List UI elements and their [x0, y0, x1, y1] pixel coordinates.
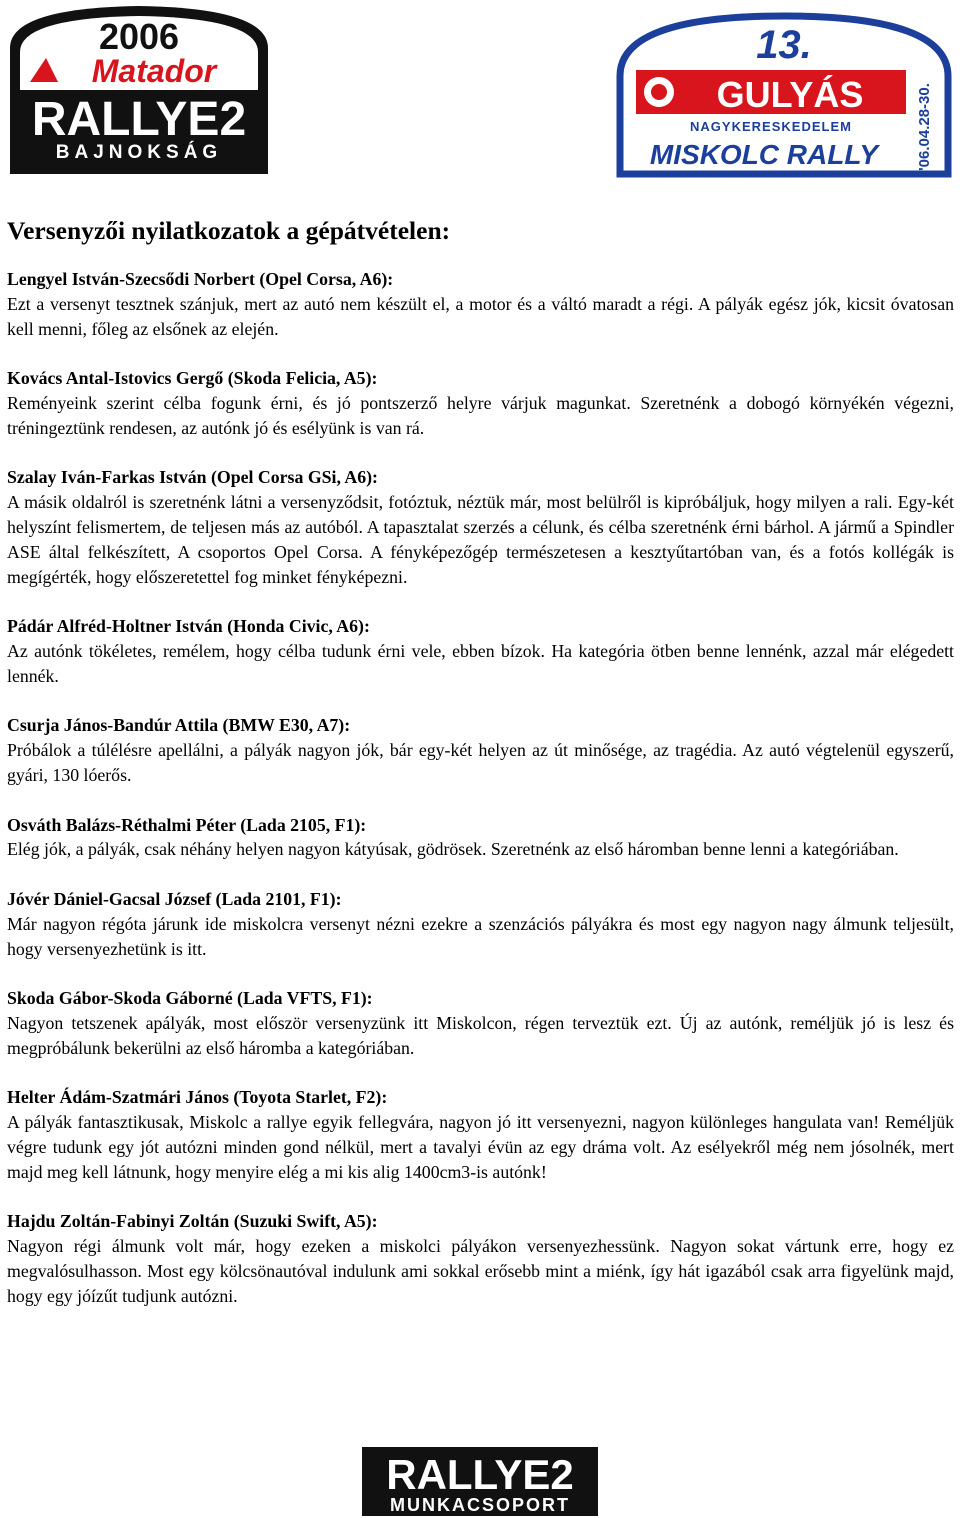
- entry-heading: Jóvér Dániel-Gacsal József (Lada 2101, F1):: [7, 888, 342, 909]
- logo-date: '06.04.28-30.: [916, 83, 933, 171]
- logo-year: 2006: [98, 16, 180, 57]
- gulyas-miskolc-rally-logo: [614, 12, 954, 178]
- entry-text: Reményeink szerint célba fogunk érni, és jó pontszerző helyre várjuk magunkat. Szeretnénk a dobogó környékén végezni, tréningeztünk rendesen, az autónk jó és esélyünk is van rá.: [7, 392, 954, 438]
- entry-heading: Helter Ádám-Szatmári János (Toyota Starlet, F2):: [7, 1087, 388, 1108]
- statement-entry: [7, 366, 954, 440]
- bottom-logo-series: RALLYE2: [386, 1451, 574, 1498]
- statement-entry: [7, 465, 954, 589]
- logo-event: MISKOLC RALLY: [649, 139, 879, 170]
- logo-series: RALLYE2: [31, 93, 247, 146]
- entry-heading: Hajdu Zoltán-Fabinyi Zoltán (Suzuki Swift, A5):: [7, 1211, 378, 1232]
- entry-text: A másik oldalról is szeretnénk látni a versenyződsit, fotóztuk, néztük már, most belülről is kipróbáljuk, hogy milyen a rali. Egy-két helyszínt felismertem, de teljesen más az autóból. A tapasztalat szerzés a célunk, és célba szeretnénk érni bárhol. A jármű a Spindler ASE által felkészített, A csoportos Opel Corsa. A fényképezőgép természetesen a kesztyűtartóban van, és a fotós kollégák is megígérték, hogy előszeretettel fog minket fényképezni.: [7, 492, 954, 587]
- statement-entry: [7, 813, 954, 863]
- statement-entry: [7, 986, 954, 1060]
- entry-text: Elég jók, a pályák, csak néhány helyen nagyon kátyúsak, gödrösek. Szeretnénk az első háromban benne lenni a kategóriában.: [7, 839, 899, 860]
- entry-heading: Kovács Antal-Istovics Gergő (Skoda Felicia, A5):: [7, 368, 378, 389]
- entry-heading: Osváth Balázs-Réthalmi Péter (Lada 2105, F1):: [7, 814, 367, 835]
- entry-text: Nagyon régi álmunk volt már, hogy ezeken a miskolci pályákon versenyezhessünk. Nagyon sokat vártunk erre, hogy ez megvalósulhasson. Most egy kölcsönautóval indulunk ami sokkal erősebb mint a miénk, így hát igazából csak arra figyelünk majd, hogy egy jóízűt tudjunk autózni.: [7, 1236, 954, 1306]
- statements-document: [7, 214, 954, 1333]
- statement-entry: [7, 1209, 954, 1308]
- entry-text: A pályák fantasztikusak, Miskolc a rallye egyik fellegvára, nagyon jó itt versenyezni, nagyon különleges hangulata van! Reméljük végre tudunk egy jót autózni minden gond nélkül, mert a tavalyi évün az egy dráma volt. Az esélyekről még nem jósolnék, mert majd meg kell látnunk, hogy menyire elég a mi kis alig 1400cm3-is autónk!: [7, 1112, 954, 1182]
- document-title: Versenyzői nyilatkozatok a gépátvételen:: [7, 216, 451, 245]
- statement-entry: [7, 713, 954, 787]
- entry-heading: Szalay Iván-Farkas István (Opel Corsa GSi, A6):: [7, 467, 378, 488]
- logo-sponsor: GULYÁS: [716, 74, 864, 115]
- entry-text: Próbálok a túlélésre apellálni, a pályák nagyon jók, bár egy-két helyen az út minősége, az tragédia. Az autó végtelenül egyszerű, gyári, 130 lóerős.: [7, 740, 954, 785]
- entry-heading: Pádár Alfréd-Holtner István (Honda Civic, A6):: [7, 616, 370, 637]
- statement-entry: [7, 267, 954, 341]
- logo-subtitle: BAJNOKSÁG: [55, 142, 223, 163]
- matador-rallye2-logo: [6, 2, 272, 178]
- bottom-logo-subtitle: MUNKACSOPORT: [390, 1495, 570, 1515]
- entry-heading: Csurja János-Bandúr Attila (BMW E30, A7):: [7, 715, 351, 736]
- entry-text: Ezt a versenyt tesztnek szánjuk, mert az autó nem készült el, a motor és a váltó maradt a régi. A pályák egész jók, kicsit óvatosan kell menni, főleg az elsőnek az elején.: [7, 293, 954, 339]
- statement-entry: [7, 887, 954, 961]
- entry-text: Az autónk tökéletes, remélem, hogy célba tudunk érni vele, ebben bízok. Ha kategória ötben benne lennénk, azzal már elégedett lennék.: [7, 640, 954, 686]
- entry-text: Már nagyon régóta járunk ide miskolcra versenyt nézni ezekre a szenzációs pályákra és most egy nagyon nagy álmunk teljesült, hogy versenyezhetünk is itt.: [7, 913, 954, 959]
- rallye2-munkacsoport-logo: [360, 1445, 600, 1518]
- statement-entry: [7, 1085, 954, 1184]
- logo-sponsor-sub: NAGYKERESKEDELEM: [690, 119, 852, 134]
- logo-edition: 13.: [756, 23, 812, 67]
- statement-entry: [7, 614, 954, 688]
- entry-heading: Skoda Gábor-Skoda Gáborné (Lada VFTS, F1):: [7, 988, 373, 1009]
- logo-brand: Matador: [91, 53, 217, 89]
- entry-heading: Lengyel István-Szecsődi Norbert (Opel Corsa, A6):: [7, 269, 394, 289]
- entry-text: Nagyon tetszenek apályák, most először versenyzünk itt Miskolcon, régen terveztük ezt. Új az autónk, reméljük jó is lesz és megpróbálunk bekerülni az első háromba a kategóriában.: [7, 1012, 954, 1058]
